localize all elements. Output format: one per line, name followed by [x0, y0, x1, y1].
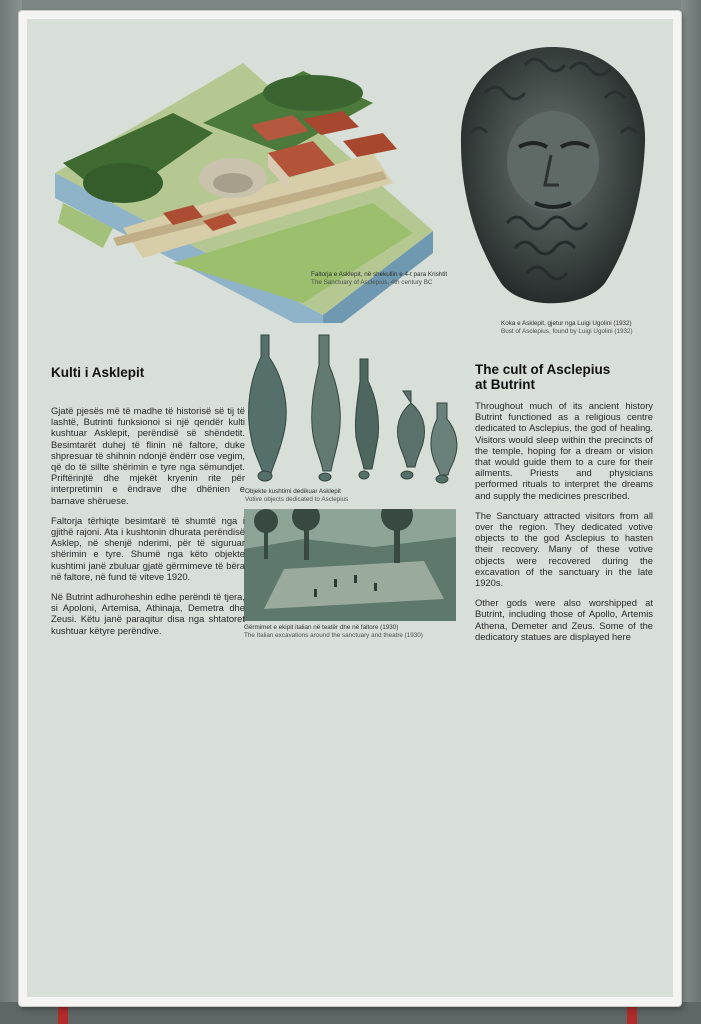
votive-caption	[245, 488, 445, 504]
information-panel	[27, 19, 673, 997]
albanian-heading: Kulti i Asklepit	[51, 365, 145, 380]
albanian-paragraph-1: Gjatë pjesës më të madhe të historisë së tij të lashtë, Butrinti funksionoi si një qendër kulti kushtuar Asklepit, perëndisë së shëndetit. Besimtarët duhej të flinin në faltore, duke shpresuar të shihnin ndonjë ëndërr ose vegim, që do të sillte shërimin e tyre nga sëmundjet. Priftërinjtë dhe mjekët kryenin rite për interpretimin e ëndrave dhe dhënien e barnave shëruese.	[51, 405, 245, 506]
votive-caption-en: Votive objects dedicated to Asclepius	[245, 496, 349, 503]
albanian-text	[51, 405, 245, 645]
excavation-caption-sq: Gërmimet e ekipit italian në teatër dhe në faltore (1930)	[244, 624, 399, 631]
english-paragraph-2: The Sanctuary attracted visitors from all over the region. They dedicated votive objects to the god Asclepius to hasten their recovery. Many of these votive objects were recovered during the excavation of the sanctuary in the late 1920s.	[475, 509, 653, 589]
english-paragraph-1: Throughout much of its ancient history Butrint functioned as a religious centre dedicated to Asclepius, the god of healing. Visitors would sleep within the precincts of the temple, hoping for a dream or vision that would guide them to a cure for their ailments. Priests and physicians performed rituals to interpret the dreams and supply the medicines prescribed.	[475, 400, 653, 501]
english-heading	[475, 362, 610, 392]
english-heading-line-2: at Butrint	[475, 377, 535, 392]
wall-right	[681, 0, 701, 1024]
albanian-paragraph-2: Faltorja tërhiqte besimtarë të shumtë nga i gjithë rajoni. Ata i kushtonin dhurata perëndisë Asklep, në shenjë nderimi, për të siguruar shërimin e tyre. Shumë nga këto objekte kushtimi janë zbuluar gjatë gërmimeve të bëra në faltore, në fund të viteve 1920.	[51, 514, 245, 582]
english-heading-line-1: The cult of Asclepius	[475, 362, 611, 377]
votive-objects-image	[241, 331, 465, 487]
bust-caption-en: Bust of Asclepius, found by Luigi Ugolini (1932)	[501, 328, 633, 335]
excavation-photograph	[244, 509, 456, 621]
english-text	[475, 400, 653, 651]
sanctuary-caption-sq: Faltorja e Asklepit, në shekullin e 4-t para Krishtit	[311, 271, 448, 278]
sanctuary-caption-en: The Sanctuary of Asclepius, 4th century BC	[311, 279, 433, 286]
excavation-caption-en: The Italian excavations around the sanctuary and theatre (1930)	[244, 632, 423, 639]
bust-caption	[501, 320, 661, 336]
excavation-caption	[244, 624, 464, 640]
votive-caption-sq: Objekte kushtimi dedikuar Asklepit	[245, 488, 341, 495]
english-paragraph-3: Other gods were also worshipped at Butrint, including those of Apollo, Artemis Athena, Demeter and Zeus. Some of the dedicatory statues are displayed here	[475, 597, 653, 642]
albanian-paragraph-3: Në Butrint adhuroheshin edhe perëndi të tjera, si Apoloni, Artemisa, Athinaja, Demetra dhe Zeusi. Këtu janë paraqitur disa nga shtatoret kushtuar këtyre perëndive.	[51, 591, 245, 636]
bust-of-asclepius-image	[455, 43, 651, 315]
bust-caption-sq: Koka e Asklepit, gjetur nga Luigi Ugolini (1932)	[501, 320, 632, 327]
